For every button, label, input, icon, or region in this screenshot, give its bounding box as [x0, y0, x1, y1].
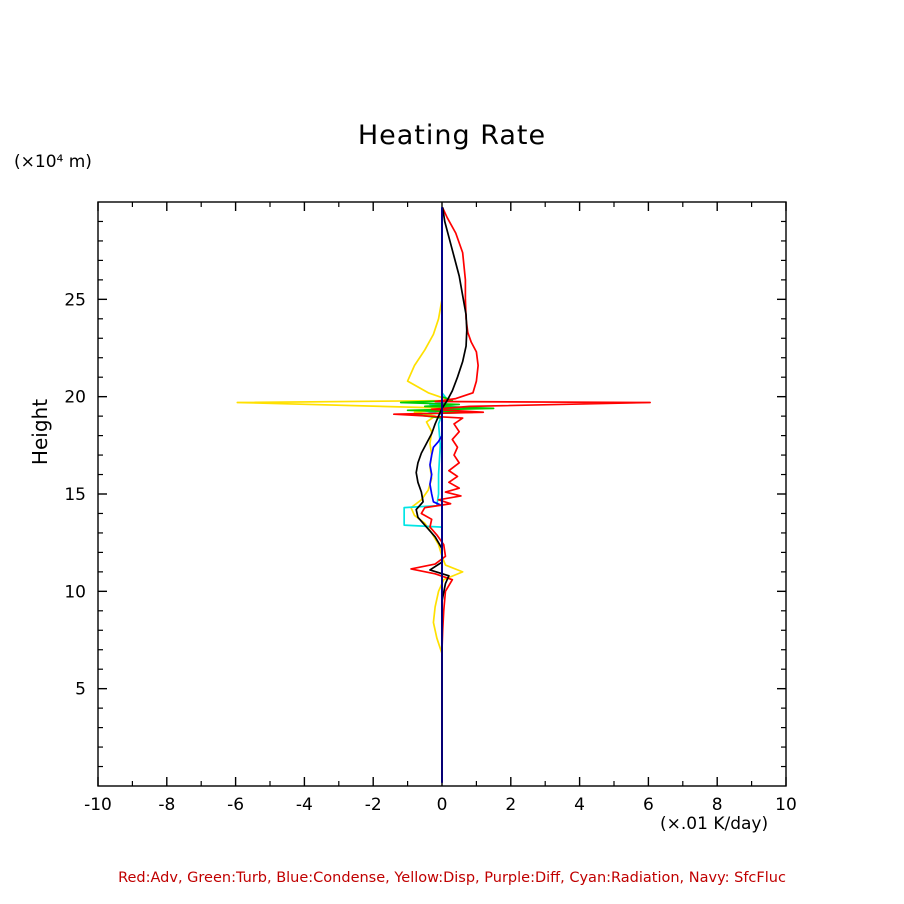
x-tick-label: 0: [436, 795, 448, 815]
y-tick-label: 15: [64, 485, 86, 505]
x-axis-label: (×.01 K/day): [660, 814, 769, 834]
x-tick-label: -10: [84, 795, 112, 815]
x-tick-label: -4: [295, 795, 313, 815]
y-tick-label: 20: [64, 387, 86, 408]
series-line-disp: [237, 208, 462, 782]
x-tick-label: 4: [574, 795, 586, 815]
y-axis-unit-text: (×10⁴ m): [14, 152, 92, 172]
x-tick-label: 6: [642, 795, 654, 815]
x-tick-label: 10: [775, 795, 797, 815]
y-tick-label: 5: [75, 679, 86, 700]
x-tick-label: -6: [227, 795, 245, 815]
x-tick-label: -2: [364, 795, 382, 815]
x-tick-label: -8: [158, 795, 176, 815]
y-tick-label: 25: [64, 290, 86, 311]
x-tick-label: 2: [505, 795, 517, 815]
y-axis-label: Height: [28, 398, 52, 466]
x-tick-label: 8: [711, 795, 723, 815]
chart-legend: Red:Adv, Green:Turb, Blue:Condense, Yellow:Disp, Purple:Diff, Cyan:Radiation, Navy: SfcFluc: [118, 870, 786, 886]
series-group: [237, 208, 650, 782]
y-tick-label: 10: [64, 582, 86, 603]
series-line-condense: [430, 208, 442, 782]
series-line-turb: [401, 208, 494, 782]
chart-title: Heating Rate: [357, 120, 547, 151]
